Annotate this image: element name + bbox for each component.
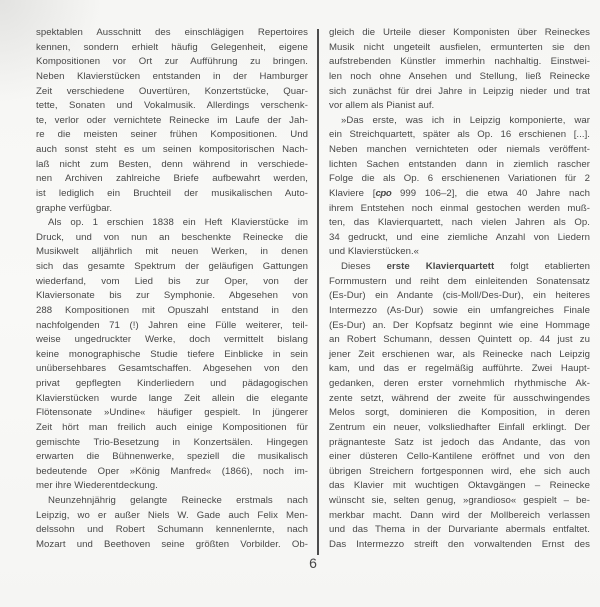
text-line: Neben manchen vernichteten oder niemals veröffent- [329,144,590,155]
text-line: Klavierstücken wurde lange Zeit allein die elegante [36,392,308,404]
text-segment: 999 106–2], die etwa 40 Jahre nach [391,187,590,199]
text-line: Kompositionen vor Ort zur Aufführung zu bringen. [36,56,308,68]
text-line: zente setzt, während der zweite für ausschwingendes [329,392,590,404]
text-line: einer düsteren Cello-Kantilene eröffnet und von den [329,451,590,463]
text-line: spektablen Ausschnitt des einschlägigen Repertoires [36,27,308,38]
text-segment: Klaviere [ [329,187,376,199]
text-segment: erste Klavierquartett [386,261,495,272]
text-line: Zeit verschiedene Ouvertüren, Konzertstücke, Quar- [36,85,308,97]
text-line: privat gepflegten Kinderliedern und pädagogischen [36,378,308,389]
text-line: Leipzig, wo er außer Niels W. Gade auch Felix Men- [36,509,308,521]
text-line: auch sonst steht es um seinen kompositorischen Nach- [36,144,308,155]
text-line: tette, Sonaten und Vokalmusik. Allerdings verschenk- [36,100,308,112]
text-line: (Es-Dur) ein Andante (cis-Moll/Des-Dur), ein heiteres [329,290,590,302]
text-line: wünscht sie, selten genug, »grandioso« gespielt – be- [329,495,590,506]
text-line: te, verlor oder vernichtete Reinecke im Laufe der Jah- [36,114,308,126]
text-line: weise ungedruckter Werke, doch vermittelt bislang [36,334,308,346]
text-line: keine monographische Studie tiefere Einblicke in sein [36,348,308,360]
text-line: ist lediglich ein Bruchteil der musikalischen Auto- [36,187,308,199]
text-line: prägnanteste Satz ist jedoch das Andante, das von [329,436,590,448]
text-line: das Klavier mit wuchtigen Oktavgängen – Reinecke [329,480,590,492]
text-line: aufstrebenden Künstler immerhin nachhaltig. Einstwei- [329,56,590,68]
text-line: erwarten die Bühnenwerke, speziell die musikalisch [36,451,308,463]
text-line: nen Archiven zahlreiche Briefe aufbewahrt werden, [36,173,308,185]
text-line: 34 gedruckt, und eine ziemliche Anzahl von Liedern [329,231,590,243]
text-line: und das Thema in der Durvariante abermals entfaltet. [329,524,590,536]
text-line: ten, das Klavierquartett, nach vielen Jahren als Op. [329,217,590,229]
text-line: ihrem Entstehen noch einmal gestochen werden muß- [329,202,590,214]
cpo-label-logo: cpo [375,187,392,199]
text-line: sich das gesamte Spektrum der geläufigen Gattungen [36,261,308,272]
text-line: Als op. 1 erschien 1838 ein Heft Klavierstücke im [48,217,308,229]
text-line: an Robert Schumann, dessen Quintett op. 44 just zu [329,334,590,346]
text-line: gedanken, deren erster vornehmlich rhythmische Ak- [329,378,590,389]
text-line: ein Streichquartett, später als Op. 16 erschienen [...]. [329,129,590,141]
text-line: vor allem als Pianist auf. [329,100,435,112]
text-line: übrigen Streichern fortgesponnen wird, ehe sich auch [329,465,590,477]
text-line: gemischte Trio-Besetzung in Konzertsälen. Hingegen [36,436,308,448]
text-line: wiederfand, vom Lied bis zur Oper, von der [36,275,308,287]
text-line: sich zunächst für drei Jahre in Leipzig nieder und trat [329,85,590,97]
text-line: jener Zeit erschienen war, als Reinecke nach Leipzig [329,348,590,360]
text-column-right [329,26,590,553]
text-line: Melos sorgt, dominieren die Komposition, in deren [329,407,590,419]
text-line: unübersehbares Gesamtschaffen. Abgesehen von den [36,363,308,375]
text-line: kam, und das er regelmäßig aufführte. Zwei Haupt- [329,363,590,375]
text-line [329,260,590,275]
text-line: Mozart und Beethoven seine größten Vorbilder. Ob- [36,538,308,550]
text-line: Druck, und von nun an beschenkte Reinecke die [36,231,308,243]
text-line: Das Intermezzo streift den vorwaltenden Ernst des [329,538,590,550]
text-line: merkbar macht. Dann wird der Mollbereich verlassen [329,509,590,521]
text-line: Musikwelt alljährlich mit neuen Werken, in denen [36,246,308,258]
text-line: Flötensonate »Undine« häufiger gespielt. In jüngerer [36,407,308,419]
text-line: gleich die Urteile dieser Komponisten über Reineckes [329,27,590,38]
text-line: bedeutende Oper »König Manfred« (1866), noch im- [36,465,308,477]
text-line: »Das erste, was ich in Leipzig komponierte, war [341,114,590,126]
text-line: graphe verfügbar. [36,202,113,214]
text-line: und Klavierstücken.« [329,246,420,258]
text-line: Klaviersonate bis zur Symphonie. Abgesehen von [36,290,308,302]
text-segment: folgt etablierten [494,261,590,272]
text-line: re die meisten seiner frühen Kompositionen. Und [36,129,308,141]
text-line: Musik nicht ungeteilt ausfielen, ermunterten sie den [329,41,590,53]
text-column-left [36,26,308,553]
text-line: kennen, sondern erhielt häufig Gelegenheit, eigene [36,41,308,53]
text-line: Formmustern und reiht dem einleitenden Sonatensatz [329,275,590,287]
text-line: (Es-Dur) an. Der Kopfsatz beginnt wie eine Hommage [329,319,590,331]
text-line: Zeit hört man freilich auch einige Kompositionen für [36,421,308,433]
text-line: laß nicht zum Besten, denn während in verschiede- [36,158,308,170]
text-line: Folge die als Op. 6 erschienenen Variationen für 2 [329,173,590,185]
text-line: Neben Klavierstücken entstanden in der Hamburger [36,70,308,82]
text-line: Zentrum ein neuer, volksliedhafter Einfall erklingt. Der [329,421,590,433]
text-line: mer ihre Wiederentdeckung. [36,480,158,492]
text-line: len noch ohne Ansehen und Stellung, ließ Reinecke [329,70,590,82]
column-divider-rule [317,29,319,555]
text-line [329,187,590,202]
text-line: 288 Kompositionen mit Opuszahl entstand in den [36,304,308,316]
page-number: 6 [309,555,317,571]
text-line: Intermezzo (As-Dur) sowie ein umfangreiches Finale [329,304,590,316]
text-line: Neunzehnjährig gelangte Reinecke erstmals nach [48,495,308,506]
text-line: delssohn und Robert Schumann kennenlernte, nach [36,524,308,536]
text-line: lichten Sachen entstanden dann in ziemlich rascher [329,158,590,170]
text-line: nachfolgenden 71 (!) Jahren eine Fülle weiterer, teil- [36,319,308,331]
text-segment: Dieses [341,261,387,272]
